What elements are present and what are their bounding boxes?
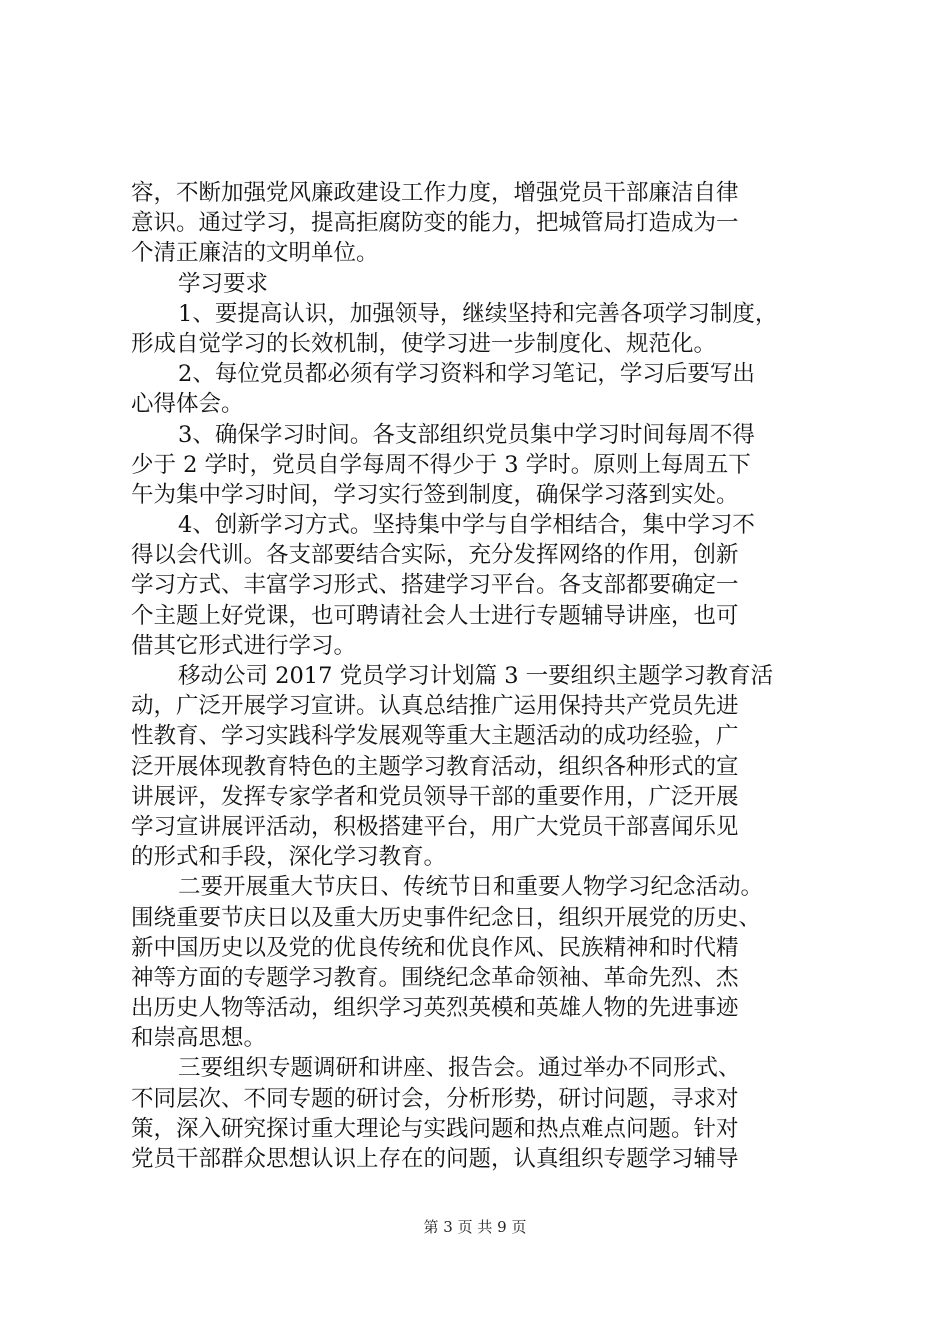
text-line: 二要开展重大节庆日、传统节日和重要人物学习纪念活动。 [178,874,764,901]
text-line: 性教育、学习实践科学发展观等重大主题活动的成功经验，广 [131,723,739,750]
text-line: 移动公司 2017 党员学习计划篇 3 一要组织主题学习教育活 [178,663,774,689]
text-line: 4、创新学习方式。坚持集中学与自学相结合，集中学习不 [178,512,755,539]
text-line: 午为集中学习时间，学习实行签到制度，确保学习落到实处。 [131,481,739,508]
text-line: 容，不断加强党风廉政建设工作力度，增强党员干部廉洁自律 [131,180,739,206]
text-line: 出历史人物等活动，组织学习英烈英模和英雄人物的先进事迹 [131,995,739,1022]
text-line: 形成自觉学习的长效机制，使学习进一步制度化、规范化。 [131,330,717,357]
text-line: 借其它形式进行学习。 [131,632,357,659]
text-line: 少于 2 学时，党员自学每周不得少于 3 学时。原则上每周五下 [131,451,751,478]
text-line: 三要组织专题调研和讲座、报告会。通过举办不同形式、 [178,1055,741,1082]
text-line: 策，深入研究探讨重大理论与实践问题和热点难点问题。针对 [131,1115,739,1142]
text-line: 学习方式、丰富学习形式、搭建学习平台。各支部都要确定一 [131,572,739,599]
text-line: 心得体会。 [131,391,244,418]
text-line: 2、每位党员都必须有学习资料和学习笔记，学习后要写出 [178,361,755,388]
text-line: 个清正廉洁的文明单位。 [131,240,379,267]
text-line: 得以会代训。各支部要结合实际，充分发挥网络的作用，创新 [131,542,739,569]
text-line: 泛开展体现教育特色的主题学习教育活动，组织各种形式的宣 [131,753,739,780]
text-line: 不同层次、不同专题的研讨会，分析形势，研讨问题，寻求对 [131,1085,739,1112]
page-number: 第 3 页 共 9 页 [423,1218,527,1236]
text-line: 1、要提高认识，加强领导，继续坚持和完善各项学习制度， [178,300,778,327]
text-line: 学习宣讲展评活动，积极搭建平台，用广大党员干部喜闻乐见 [131,813,739,840]
text-line: 讲展评，发挥专家学者和党员领导干部的重要作用，广泛开展 [131,783,739,810]
section-heading: 学习要求 [178,270,269,297]
body-text [131,178,831,1174]
text-line: 新中国历史以及党的优良传统和优良作风、民族精神和时代精 [131,934,739,961]
text-line: 和崇高思想。 [131,1025,267,1052]
text-line: 的形式和手段，深化学习教育。 [131,844,447,871]
text-line: 神等方面的专题学习教育。围绕纪念革命领袖、革命先烈、杰 [131,964,739,991]
text-line: 个主题上好党课，也可聘请社会人士进行专题辅导讲座，也可 [131,602,739,629]
text-line: 动，广泛开展学习宣讲。认真总结推广运用保持共产党员先进 [131,693,739,720]
text-line: 意识。通过学习，提高拒腐防变的能力，把城管局打造成为一 [131,210,739,237]
text-line: 党员干部群众思想认识上存在的问题，认真组织专题学习辅导 [131,1146,739,1172]
text-line: 3、确保学习时间。各支部组织党员集中学习时间每周不得 [178,421,755,448]
text-line: 围绕重要节庆日以及重大历史事件纪念日，组织开展党的历史、 [131,904,762,931]
